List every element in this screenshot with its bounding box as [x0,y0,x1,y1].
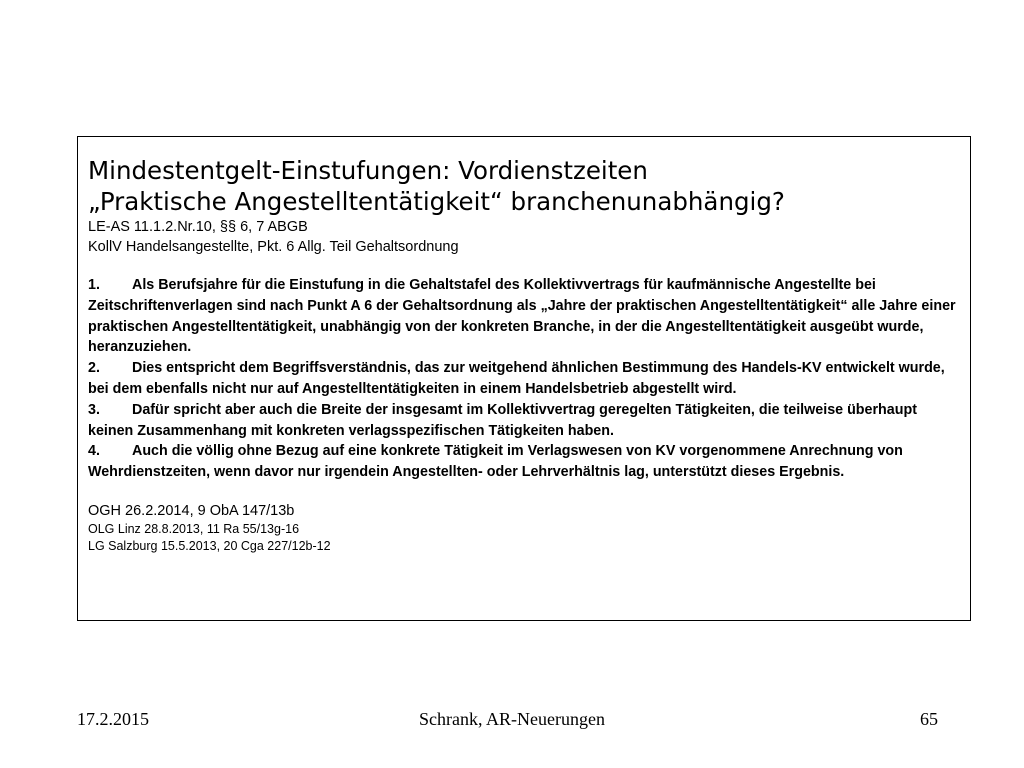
footer-author: Schrank, AR-Neuerungen [419,709,605,729]
legal-reference: LE-AS 11.1.2.Nr.10, §§ 6, 7 ABGB [88,219,308,235]
ruling-point-4 [88,441,962,483]
footer-date: 17.2.2015 [77,709,149,729]
supreme-court-citation: OGH 26.2.2014, 9 ObA 147/13b [88,502,295,519]
slide-title-line-2: „Praktische Angestelltentätigkeit“ branchenunabhängig? [88,187,785,216]
spacer [88,483,962,501]
legal-reference: KollV Handelsangestellte, Pkt. 6 Allg. Teil Gehaltsordnung [88,239,459,255]
slide-content [88,155,962,555]
footer-page-number: 65 [920,709,938,729]
point-text: Dafür spricht aber auch die Breite der insgesamt im Kollektivvertrag geregelten Tätigkeiten, die teilweise überhaupt keinen Zusammenhang mit konkreten verlagsspezifischen Tätigkeiten haben. [88,401,917,439]
point-text: Als Berufsjahre für die Einstufung in die Gehaltstafel des Kollektivvertrags für kaufmännische Angestellte bei Zeitschriftenverlagen sind nach Punkt A 6 der Gehaltsordnung als „Jahre der praktischen Angestelltentätigkeit“ alle Jahre einer praktischen Angestelltentätigkeit, unabhängig von der konkreten Branche, in der die Angestelltentätigkeit ausgeübt wurde, heranzuziehen. [88,277,956,356]
lower-court-citation: LG Salzburg 15.5.2013, 20 Cga 227/12b-12 [88,538,331,553]
point-number: 2. [88,360,100,377]
point-number: 1. [88,277,100,293]
ruling-point-3 [88,400,962,442]
slide-title-line-1: Mindestentgelt-Einstufungen: Vordienstzeiten [88,156,648,185]
point-number: 4. [88,443,100,460]
point-number: 3. [88,401,100,418]
ruling-point-2 [88,358,962,400]
content-frame [77,136,971,621]
lower-court-citation: OLG Linz 28.8.2013, 11 Ra 55/13g-16 [88,521,300,536]
point-text: Auch die völlig ohne Bezug auf eine konkrete Tätigkeit im Verlagswesen von KV vorgenommene Anrechnung von Wehrdienstzeiten, wenn davor nur irgendein Angestellten- oder Lehrverhältnis lag, unterstützt dieses Ergebnis. [88,443,903,481]
spacer [88,257,962,275]
ruling-point-1 [88,275,962,358]
point-text: Dies entspricht dem Begriffsverständnis, das zur weitgehend ähnlichen Bestimmung des Handels-KV entwickelt wurde, bei dem ebenfalls nicht nur auf Angestelltentätigkeiten in einem Handelsbetrieb abgestellt wird. [88,360,945,397]
